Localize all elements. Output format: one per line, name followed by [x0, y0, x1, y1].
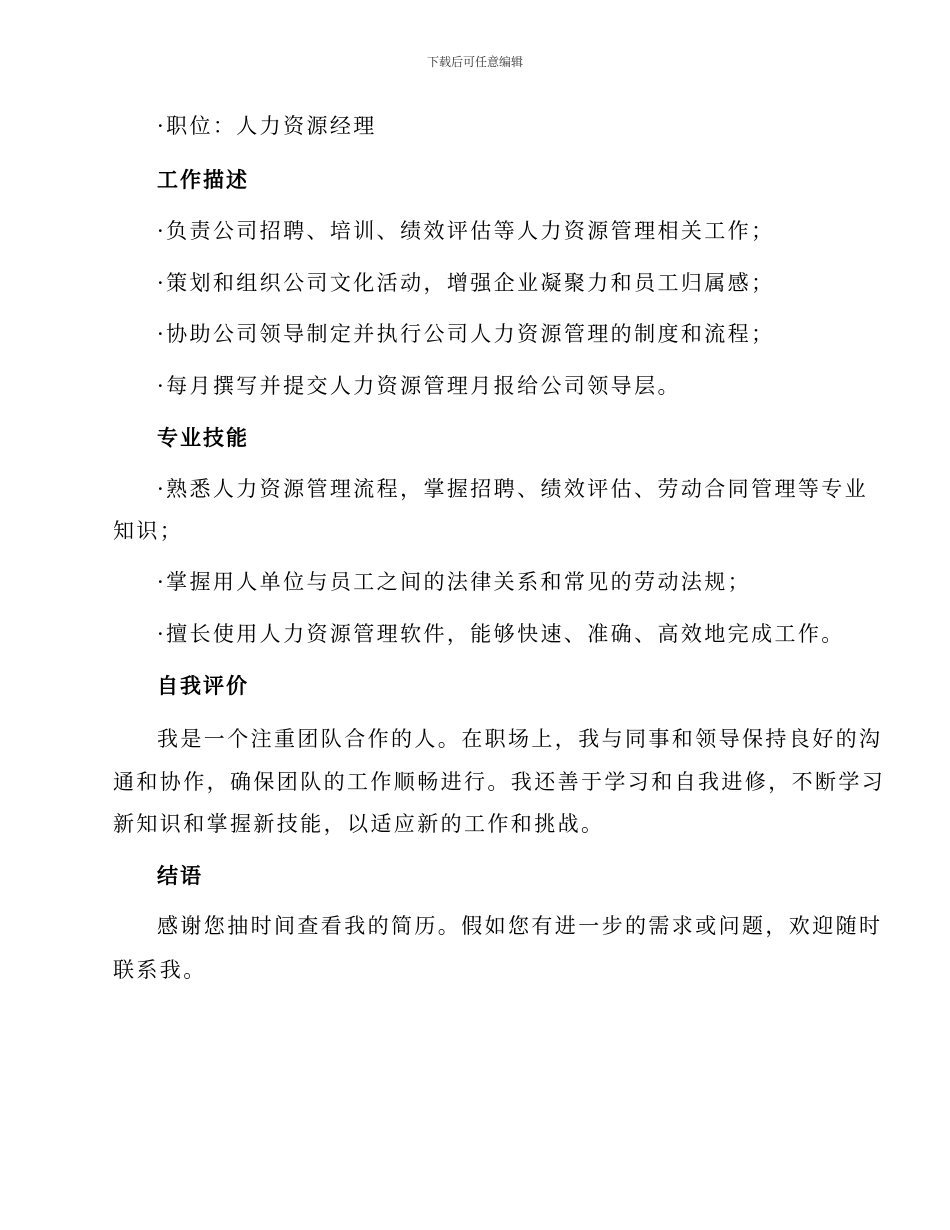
skill-item-line: ·熟悉人力资源管理流程，掌握招聘、绩效评估、劳动合同管理等专业: [157, 477, 869, 501]
work-item: ·每月撰写并提交人力资源管理月报给公司领导层。: [157, 374, 681, 398]
work-item: ·策划和组织公司文化活动，增强企业凝聚力和员工归属感；: [157, 271, 775, 295]
skill-item-continuation: 知识；: [113, 519, 184, 543]
self-evaluation-heading: 自我评价: [157, 673, 249, 698]
work-item: ·协助公司领导制定并执行公司人力资源管理的制度和流程；: [157, 322, 775, 346]
work-description-heading: 工作描述: [157, 167, 249, 192]
skill-item: ·擅长使用人力资源管理软件，能够快速、准确、高效地完成工作。: [157, 622, 845, 646]
work-item: ·负责公司招聘、培训、绩效评估等人力资源管理相关工作；: [157, 219, 775, 243]
closing-line: 感谢您抽时间查看我的简历。假如您有进一步的需求或问题，欢迎随时: [157, 914, 883, 938]
closing-line: 联系我。: [113, 958, 207, 982]
closing-heading: 结语: [157, 863, 203, 888]
skill-item: ·掌握用人单位与员工之间的法律关系和常见的劳动法规；: [157, 570, 752, 594]
skills-heading: 专业技能: [157, 425, 249, 450]
position-line: ·职位：人力资源经理: [157, 114, 377, 138]
self-evaluation-line: 新知识和掌握新技能，以适应新的工作和挑战。: [113, 812, 605, 836]
self-evaluation-line: 通和协作，确保团队的工作顺畅进行。我还善于学习和自我进修，不断学习: [113, 770, 886, 794]
self-evaluation-line: 我是一个注重团队合作的人。在职场上，我与同事和领导保持良好的沟: [157, 727, 883, 751]
page-header: 下载后可任意编辑: [426, 55, 523, 69]
